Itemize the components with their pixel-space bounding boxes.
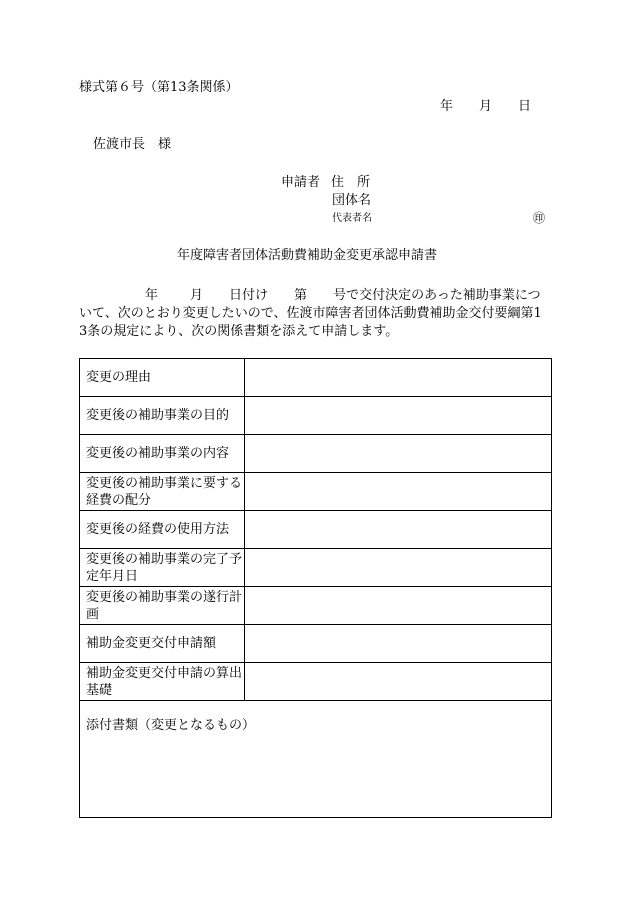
body-month: 月 bbox=[190, 288, 204, 303]
document-title: 年度障害者団体活動費補助金変更承認申請書 bbox=[177, 248, 438, 263]
applicant-address-line bbox=[281, 175, 370, 191]
body-year: 年 bbox=[145, 288, 159, 303]
table-row bbox=[80, 549, 552, 587]
attachments-row bbox=[80, 701, 552, 818]
row-label: 補助金変更交付申請の算出基礎 bbox=[80, 663, 245, 701]
row-label: 補助金変更交付申請額 bbox=[80, 625, 245, 663]
addressee: 佐渡市長 様 bbox=[93, 137, 172, 152]
row-label: 変更後の補助事業に要する経費の配分 bbox=[80, 473, 245, 511]
table-row bbox=[80, 663, 552, 701]
body-line-2: いて、次のとおり変更したいので、佐渡市障害者団体活動費補助金交付要綱第1 bbox=[79, 306, 542, 321]
date-day: 日 bbox=[518, 99, 532, 114]
applicant-label: 申請者 bbox=[281, 175, 321, 190]
form-number: 様式第６号（第13条関係） bbox=[79, 80, 239, 95]
row-value-field[interactable] bbox=[245, 587, 552, 625]
date-month: 月 bbox=[479, 99, 493, 114]
date-line bbox=[440, 99, 531, 115]
table-row bbox=[80, 511, 552, 549]
body-dated: 日付け bbox=[229, 288, 269, 303]
body-paragraph bbox=[79, 287, 551, 341]
row-label: 変更後の補助事業の内容 bbox=[80, 435, 245, 473]
table-row bbox=[80, 625, 552, 663]
address-label: 住 所 bbox=[331, 175, 371, 190]
body-line-3: 3条の規定により、次の関係書類を添えて申請します。 bbox=[79, 324, 399, 339]
row-value-field[interactable] bbox=[245, 435, 552, 473]
body-line-1 bbox=[79, 287, 551, 305]
row-value-field[interactable] bbox=[245, 625, 552, 663]
row-value-field[interactable] bbox=[245, 549, 552, 587]
row-value-field[interactable] bbox=[245, 511, 552, 549]
org-name-label: 団体名 bbox=[332, 193, 372, 208]
table-row bbox=[80, 397, 552, 435]
application-table bbox=[79, 358, 552, 818]
representative-label: 代表者名 bbox=[332, 213, 372, 224]
body-no: 第 bbox=[294, 288, 308, 303]
body-line1-rest: 号で交付決定のあった補助事業につ bbox=[333, 288, 541, 303]
row-label: 変更後の補助事業の目的 bbox=[80, 397, 245, 435]
date-year: 年 bbox=[440, 99, 454, 114]
row-label: 変更後の補助事業の遂行計画 bbox=[80, 587, 245, 625]
row-label: 変更後の補助事業の完了予定年月日 bbox=[80, 549, 245, 587]
attachments-field[interactable]: 添付書類（変更となるもの） bbox=[80, 701, 552, 818]
table-row bbox=[80, 587, 552, 625]
row-value-field[interactable] bbox=[245, 359, 552, 397]
table-row bbox=[80, 435, 552, 473]
row-value-field[interactable] bbox=[245, 397, 552, 435]
row-label: 変更後の経費の使用方法 bbox=[80, 511, 245, 549]
row-value-field[interactable] bbox=[245, 663, 552, 701]
row-label: 変更の理由 bbox=[80, 359, 245, 397]
row-value-field[interactable] bbox=[245, 473, 552, 511]
table-row bbox=[80, 359, 552, 397]
seal-mark: ㊞ bbox=[533, 211, 546, 225]
table-row bbox=[80, 473, 552, 511]
